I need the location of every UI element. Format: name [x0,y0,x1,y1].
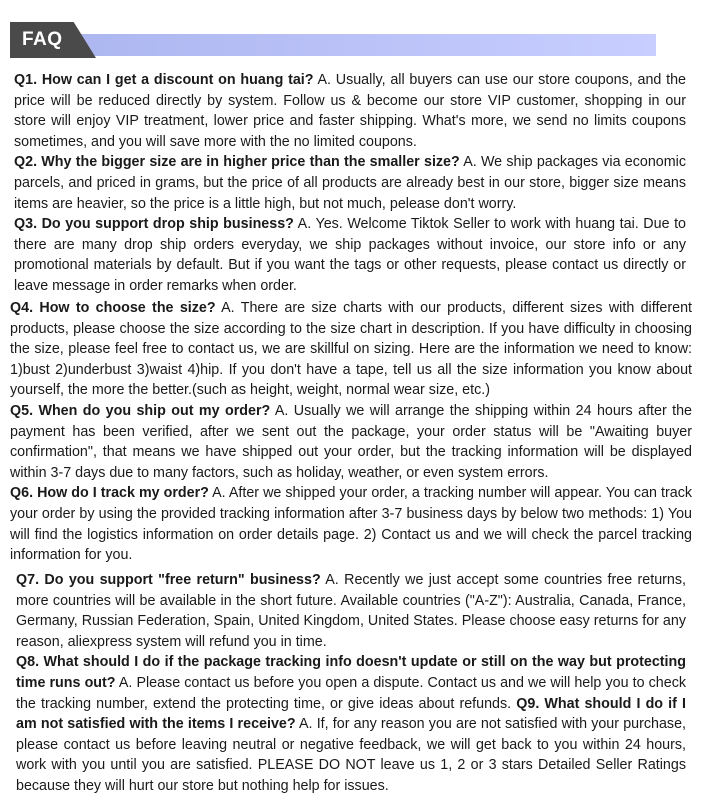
question-3: Q3. Do you support drop ship business? [14,216,294,233]
question-4: Q4. How to choose the size? [10,300,216,316]
faq-group-1 [14,70,686,297]
question-5: Q5. When do you ship out my order? [10,402,271,419]
answer-9: A. If, for any reason you are not satisfied with your purchase, please contact us before leaving neutral or negative feedback, we will get back to you within 24 hours, work with you until you are satisfied. PLEASE DO NOT leave us 1, 2 or 3 stars Detailed Seller Ratings because they will hurt our store but nothing help for issues. [16,716,686,794]
answer-7: A. Recently we just accept some countries free returns, more countries will be available in the short future. Available countries ("A-Z"): Australia, Canada, France, Germany, Russian Federation, Spain, United Kingdom, United States. Please choose easy returns for any reason, aliexpress system will refund you in time. [16,572,686,650]
faq-group-3 [16,570,686,797]
header-bar [14,34,656,56]
question-6: Q6. How do I track my order? [10,485,209,502]
answer-2: A. We ship packages via economic parcels, and priced in grams, but the price of all products are already best in our store, bigger size means items are heavier, so the price is a little high, but not much, pelease don't worry. [14,154,686,212]
question-7: Q7. Do you support "free return" business? [16,572,321,588]
faq-group-2 [10,298,692,566]
question-9: Q9. What should I do if I am not satisfied with the items I receive? [16,695,686,733]
faq-header [0,0,704,66]
answer-5: A. Usually we will arrange the shipping within 24 hours after the payment has been verified, after we sent out the package, your order status will be "Awaiting buyer confirmation", that means we have shipped out your order, but the tracking information will be displayed within 3-7 days due to many factors, such as holiday, weather, or even system errors. [10,402,693,481]
question-2: Q2. Why the bigger size are in higher price than the smaller size? [14,154,460,171]
answer-1: A. Usually, all buyers can use our store coupons, and the price will be reduced directly by system. Follow us & become our store VIP customer, shopping in our store will enjoy VIP treatment, lower price and faster shipping. What's more, we send no limits coupons sometimes, and you will save more with the no limited coupons. [14,72,686,150]
answer-3: A. Yes. Welcome Tiktok Seller to work with huang tai. Due to there are many drop ship orders everyday, we ship packages without invoice, our store info or any promotional materials by default. But if you want the tags or other requests, please contact us directly or leave message in order remarks when order. [14,216,686,294]
answer-4: A. There are size charts with our products, different sizes with different products, please choose the size according to the size chart in description. If you have difficulty in choosing the size, please feel free to contact us, we are skillful on sizing. Here are the information we need to know: 1)bust 2)underbust 3)waist 4)hip. If you don't have a tape, tell us all the size information you know about yourself, the more the better.(such as height, weight, normal wear size, etc.) [10,300,692,399]
question-8: Q8. What should I do if the package tracking info doesn't update or still on the way but protecting time runs out? [16,654,686,691]
question-1: Q1. How can I get a discount on huang tai? [14,72,314,88]
answer-6: A. After we shipped your order, a tracking number will appear. You can track your order by using the provided tracking information after 3-7 business days by below two methods: 1) You will find the logistics information on order details page. 2) Contact us and we will check the parcel tracking information for you. [10,485,692,564]
answer-8: A. Please contact us before you open a dispute. Contact us and we will help you to check the tracking number, extend the protecting time, or give ideas about refunds. [16,674,686,712]
page-title: FAQ [22,29,63,50]
